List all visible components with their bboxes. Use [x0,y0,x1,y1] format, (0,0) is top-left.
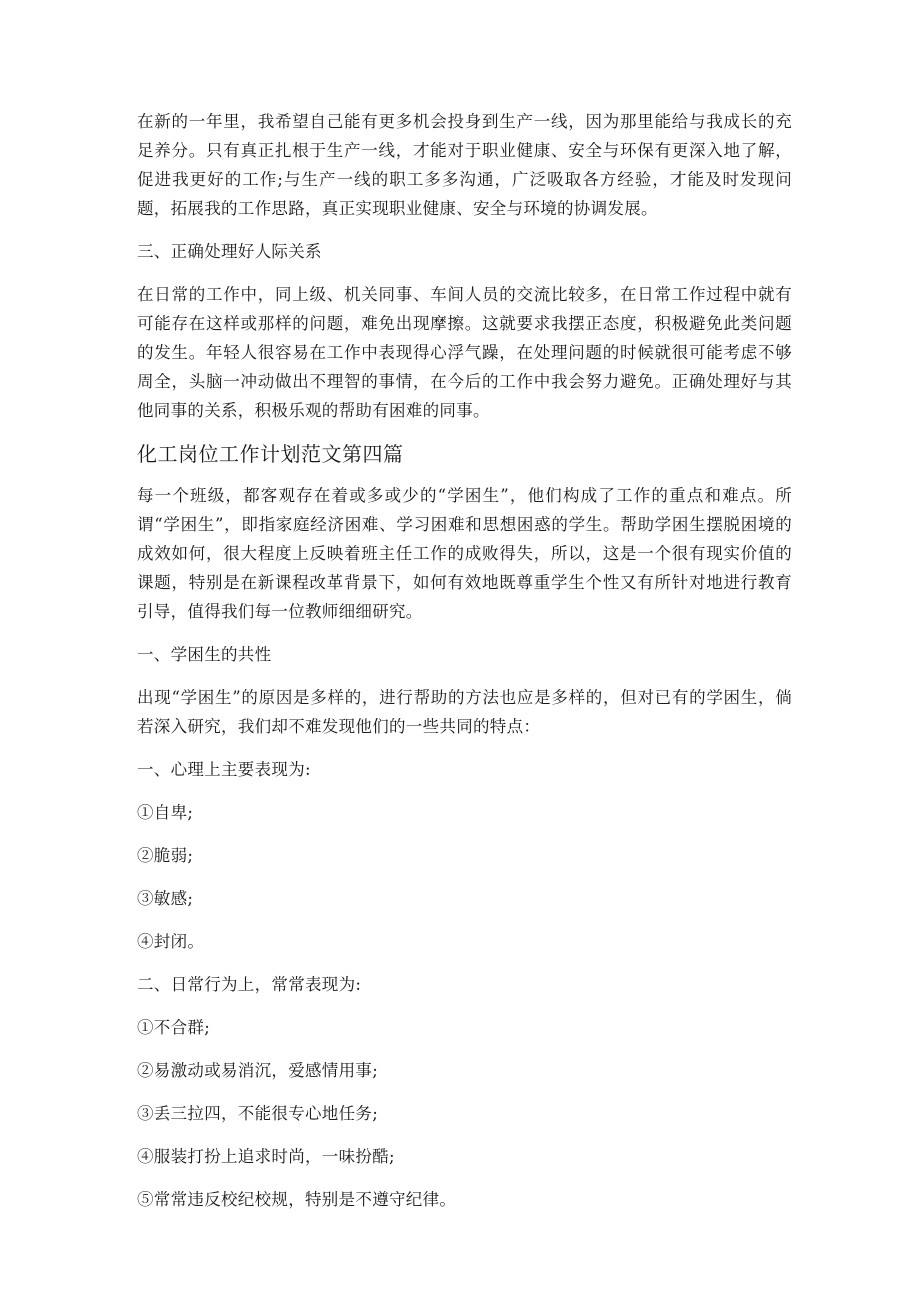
paragraph-interpersonal: 在日常的工作中，同上级、机关同事、车间人员的交流比较多，在日常工作过程中就有可能存在这样或那样的问题，难免出现摩擦。这就要求我摆正态度，积极避免此类问题的发生。年轻人很容易在工作中表现得心浮气躁，在处理问题的时候就很可能考虑不够周全，头脑一冲动做出不理智的事情，在今后的工作中我会努力避免。正确处理好与其他同事的关系，积极乐观的帮助有困难的同事。 [137,285,792,420]
list-item-psych-1: ①自卑; [137,803,194,822]
heading-psychological: 一、心理上主要表现为: [137,760,311,779]
paragraph-struggling-students: 每一个班级，都客观存在着或多或少的“学困生”，他们构成了工作的重点和难点。所谓“学困生”，即指家庭经济困难、学习困难和思想困惑的学生。帮助学困生摆脱困境的成效如何，很大程度上反映着班主任工作的成败得失，所以，这是一个很有现实价值的课题，特别是在新课程改革背景下，如何有效地既尊重学生个性又有所针对地进行教育引导，值得我们每一位教师细细研究。 [137,486,792,621]
list-item-psych-3: ③敏感; [137,889,194,908]
list-item-behavior-4: ④服装打扮上追求时尚，一味扮酷; [137,1147,395,1166]
list-item-psych-4: ④封闭。 [137,932,205,951]
list-item-behavior-3: ③丢三拉四，不能很专心地任务; [137,1104,379,1123]
heading-behavior: 二、日常行为上，常常表现为: [137,975,362,994]
heading-interpersonal: 三、正确处理好人际关系 [137,242,322,261]
document-page [137,107,792,1214]
list-item-behavior-5: ⑤常常违反校纪校规，特别是不遵守纪律。 [137,1190,457,1209]
list-item-psych-2: ②脆弱; [137,846,194,865]
list-item-behavior-1: ①不合群; [137,1018,211,1037]
list-item-behavior-2: ②易激动或易消沉，爱感情用事; [137,1061,379,1080]
section-title: 化工岗位工作计划范文第四篇 [137,442,404,466]
paragraph-common-traits: 出现“学困生”的原因是多样的，进行帮助的方法也应是多样的，但对已有的学困生，倘若深入研究，我们却不难发现他们的一些共同的特点： [137,688,792,736]
heading-common-traits: 一、学困生的共性 [137,645,272,664]
paragraph-growth: 在新的一年里，我希望自己能有更多机会投身到生产一线，因为那里能给与我成长的充足养分。只有真正扎根于生产一线，才能对于职业健康、安全与环保有更深入地了解，促进我更好的工作;与生产一线的职工多多沟通，广泛吸取各方经验，才能及时发现问题，拓展我的工作思路，真正实现职业健康、安全与环境的协调发展。 [137,112,792,218]
